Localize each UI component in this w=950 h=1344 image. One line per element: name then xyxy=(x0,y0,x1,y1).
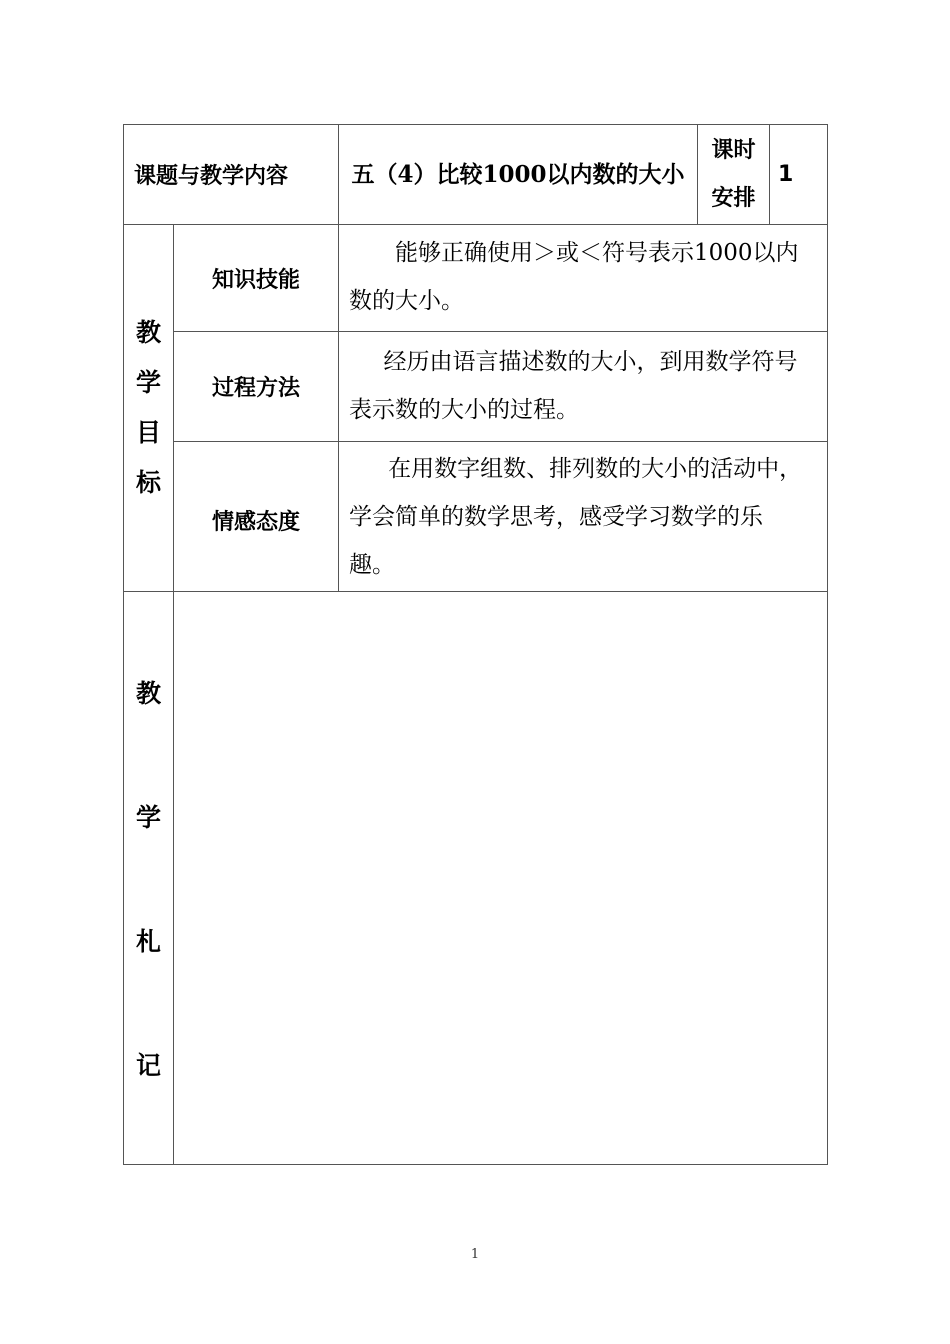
goal-knowledge-text-content: 能够正确使用＞或＜符号表示1000以内数的大小。 xyxy=(349,240,799,314)
notes-label xyxy=(124,592,173,1164)
goal-attitude-text xyxy=(339,442,827,591)
goal-knowledge-label: 知识技能 xyxy=(211,267,300,293)
hours-label xyxy=(698,125,769,224)
goal-process-label: 过程方法 xyxy=(211,376,300,401)
notes-label-char: 记 xyxy=(135,1051,161,1080)
goals-label-char: 学 xyxy=(135,368,161,397)
hours-value: 1 xyxy=(778,162,794,187)
notes-label-char: 学 xyxy=(135,803,161,832)
notes-area[interactable] xyxy=(174,592,827,1164)
topic-value xyxy=(339,125,697,224)
goal-knowledge-text xyxy=(339,225,827,331)
goal-attitude-label: 情感态度 xyxy=(211,510,300,535)
hours-label-line-2: 安排 xyxy=(711,185,756,211)
notes-label-char: 教 xyxy=(135,679,161,708)
topic-value-text: 五（4）比较1000以内数的大小 xyxy=(351,160,685,188)
goal-attitude-text-content: 在用数字组数、排列数的大小的活动中，学会简单的数学思考，感受学习数学的乐趣。 xyxy=(349,455,803,578)
goals-label xyxy=(124,225,173,591)
topic-label: 课题与教学内容 xyxy=(134,164,289,189)
goal-process-text xyxy=(339,332,827,441)
notes-label-char: 札 xyxy=(135,927,161,956)
page-number: 1 xyxy=(470,1247,480,1262)
goal-process-text-content: 经历由语言描述数的大小，到用数学符号表示数的大小的过程。 xyxy=(349,348,798,423)
hours-label-line-1: 课时 xyxy=(711,137,756,163)
goals-label-char: 教 xyxy=(135,318,161,347)
goals-label-char: 目 xyxy=(135,418,161,447)
goals-label-char: 标 xyxy=(135,468,161,497)
